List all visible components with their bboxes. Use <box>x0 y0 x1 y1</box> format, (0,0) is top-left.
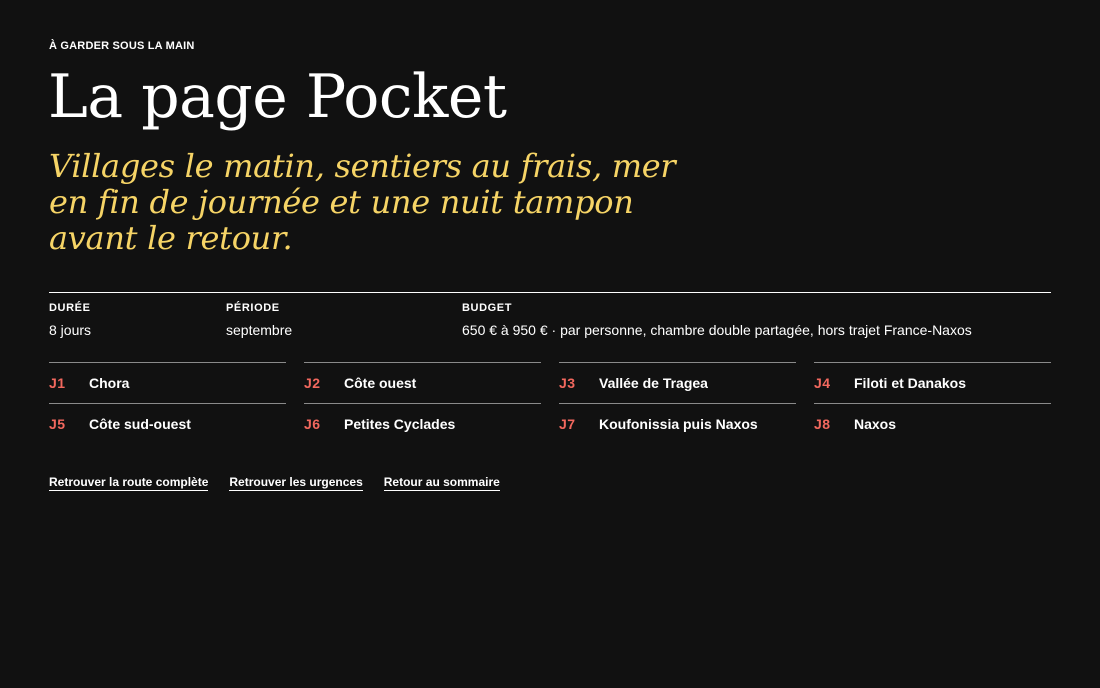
day-place: Filoti et Danakos <box>854 375 967 391</box>
day-place: Koufonissia puis Naxos <box>599 416 758 432</box>
day-code: J1 <box>49 375 66 391</box>
day-place: Petites Cyclades <box>344 416 456 432</box>
eyebrow-label: À GARDER SOUS LA MAIN <box>49 40 195 52</box>
fact-duration-label: DURÉE <box>49 302 91 314</box>
day-item <box>814 362 1051 402</box>
day-item <box>559 362 796 402</box>
fact-duration-value: 8 jours <box>49 322 92 338</box>
day-place: Côte ouest <box>344 375 417 391</box>
fact-budget-value: 650 € à 950 € · par personne, chambre double partagée, hors trajet France-Naxos <box>462 322 972 338</box>
fact-period-label: PÉRIODE <box>226 302 280 314</box>
day-code: J4 <box>814 375 831 391</box>
fact-budget <box>462 302 972 338</box>
day-code: J3 <box>559 375 576 391</box>
fact-period <box>226 302 292 338</box>
trip-facts <box>49 292 1051 338</box>
day-item <box>49 403 286 443</box>
page-title: La page Pocket <box>48 62 507 132</box>
day-item <box>814 403 1051 443</box>
day-place: Vallée de Tragea <box>599 375 708 391</box>
emergencies-link[interactable]: Retrouver les urgences <box>229 475 363 489</box>
fact-period-value: septembre <box>226 322 293 338</box>
day-item <box>49 362 286 402</box>
day-code: J7 <box>559 416 576 432</box>
page-lede: Villages le matin, sentiers au frais, mer en fin de journée et une nuit tampon avant le retour. <box>49 147 676 257</box>
full-route-link[interactable]: Retrouver la route complète <box>49 475 209 489</box>
day-item <box>304 362 541 402</box>
day-place: Chora <box>89 375 130 391</box>
day-code: J6 <box>304 416 321 432</box>
day-item <box>304 403 541 443</box>
fact-budget-label: BUDGET <box>462 302 513 314</box>
day-code: J8 <box>814 416 831 432</box>
day-place: Naxos <box>854 416 897 432</box>
table-of-contents-link[interactable]: Retour au sommaire <box>383 475 500 489</box>
day-item <box>559 403 796 443</box>
day-place: Côte sud-ouest <box>89 416 191 432</box>
footer-links <box>49 475 500 491</box>
fact-duration <box>49 302 91 338</box>
day-code: J2 <box>304 375 321 391</box>
day-code: J5 <box>49 416 66 432</box>
